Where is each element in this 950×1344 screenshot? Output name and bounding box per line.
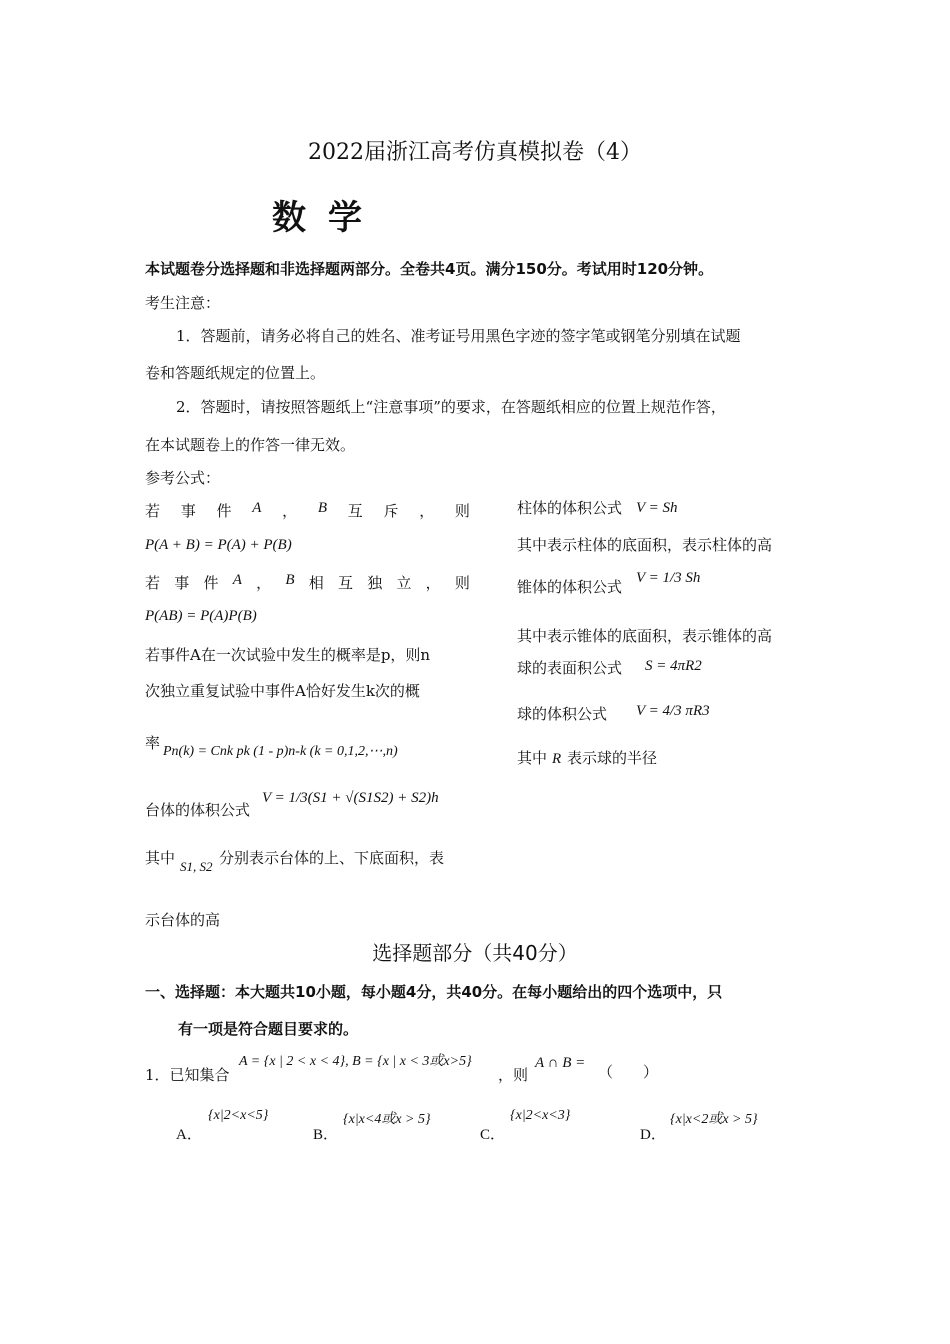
section-title: 选择题部分（共40分） <box>372 941 578 965</box>
notice-label: 考生注意： <box>145 294 221 312</box>
frustum-note-suffix: 分别表示台体的上、下底面积，表 <box>219 849 445 867</box>
radius-note-suffix: 表示球的半径 <box>567 749 658 767</box>
subject-title: 数学 <box>272 198 384 238</box>
question-1-sets: A = {x | 2 < x < 4}, B = {x | x < 3或x>5} <box>239 1054 472 1069</box>
option-a-label: A． <box>176 1127 202 1143</box>
frustum-note-vars: S1, S2 <box>180 859 213 874</box>
document-title: 2022届浙江高考仿真模拟卷（4） <box>308 140 642 165</box>
option-d-value: {x|x<2或x > 5} <box>670 1112 758 1127</box>
binomial-line-1: 若事件A在一次试验中发生的概率是p，则n <box>145 646 431 664</box>
frustum-volume-label: 台体的体积公式 <box>145 801 251 819</box>
binomial-prefix: 率 <box>145 734 161 752</box>
cone-volume-label: 锥体的体积公式 <box>517 578 623 596</box>
frustum-volume-formula: V = 1/3(S1 + √(S1S2) + S2)h <box>262 790 439 806</box>
binomial-line-2: 次独立重复试验中事件A恰好发生k次的概 <box>145 682 420 700</box>
binomial-formula: Pn(k) = Cnk pk (1 - p)n-k (k = 0,1,2,⋯,n) <box>163 744 398 759</box>
question-1-middle: ，则 <box>498 1066 529 1084</box>
note-1-line-2: 卷和答题纸规定的位置上。 <box>145 364 326 382</box>
prism-volume-label: 柱体的体积公式 <box>517 499 623 517</box>
option-b-value: {x|x<4或x > 5} <box>343 1112 431 1127</box>
option-c-value: {x|2<x<3} <box>510 1108 571 1123</box>
radius-var: R <box>552 751 562 767</box>
mutex-formula: P(A + B) = P(A) + P(B) <box>145 537 292 553</box>
sphere-area-formula: S = 4πR2 <box>645 658 702 674</box>
cone-volume-formula: V = 1/3 Sh <box>636 570 701 586</box>
prism-note: 其中表示柱体的底面积，表示柱体的高 <box>517 536 773 554</box>
prism-volume-formula: V = Sh <box>636 500 678 516</box>
frustum-note-line-2: 示台体的高 <box>145 911 221 929</box>
sphere-area-label: 球的表面积公式 <box>517 659 623 677</box>
note-2-line-1: 2．答题时，请按照答题纸上“注意事项”的要求，在答题纸相应的位置上规范作答， <box>176 398 726 416</box>
option-b-label: B． <box>313 1127 339 1143</box>
option-a-value: {x|2<x<5} <box>208 1108 269 1123</box>
question-1-expression: A ∩ B = <box>535 1055 586 1071</box>
option-d-label: D． <box>640 1127 666 1143</box>
radius-note-prefix: 其中 <box>517 749 548 767</box>
sphere-volume-label: 球的体积公式 <box>517 705 608 723</box>
sphere-volume-formula: V = 4/3 πR3 <box>636 703 710 719</box>
mutex-condition: 若 事 件 A ， B 互 斥 ， 则 <box>145 500 470 520</box>
exam-summary: 本试题卷分选择题和非选择题两部分。全卷共4页。满分150分。考试用时120分钟。 <box>145 260 714 278</box>
independence-condition: 若 事 件 A ， B 相 互 独 立 ， 则 <box>145 572 470 592</box>
note-2-line-2: 在本试题卷上的作答一律无效。 <box>145 436 356 454</box>
independence-formula: P(AB) = P(A)P(B) <box>145 608 257 624</box>
question-1-prefix: 1．已知集合 <box>145 1066 230 1084</box>
cone-note: 其中表示锥体的底面积，表示锥体的高 <box>517 627 773 645</box>
reference-formulas-label: 参考公式： <box>145 469 221 487</box>
section-instruction-line-1: 一、选择题：本大题共10小题，每小题4分，共40分。在每小题给出的四个选项中，只 <box>145 983 723 1001</box>
option-c-label: C． <box>480 1127 506 1143</box>
frustum-note-prefix: 其中 <box>145 849 176 867</box>
question-1-answer-paren: （ ） <box>598 1063 659 1081</box>
note-1-line-1: 1．答题前，请务必将自己的姓名、准考证号用黑色字迹的签字笔或钢笔分别填在试题 <box>176 327 741 345</box>
section-instruction-line-2: 有一项是符合题目要求的。 <box>178 1020 359 1038</box>
